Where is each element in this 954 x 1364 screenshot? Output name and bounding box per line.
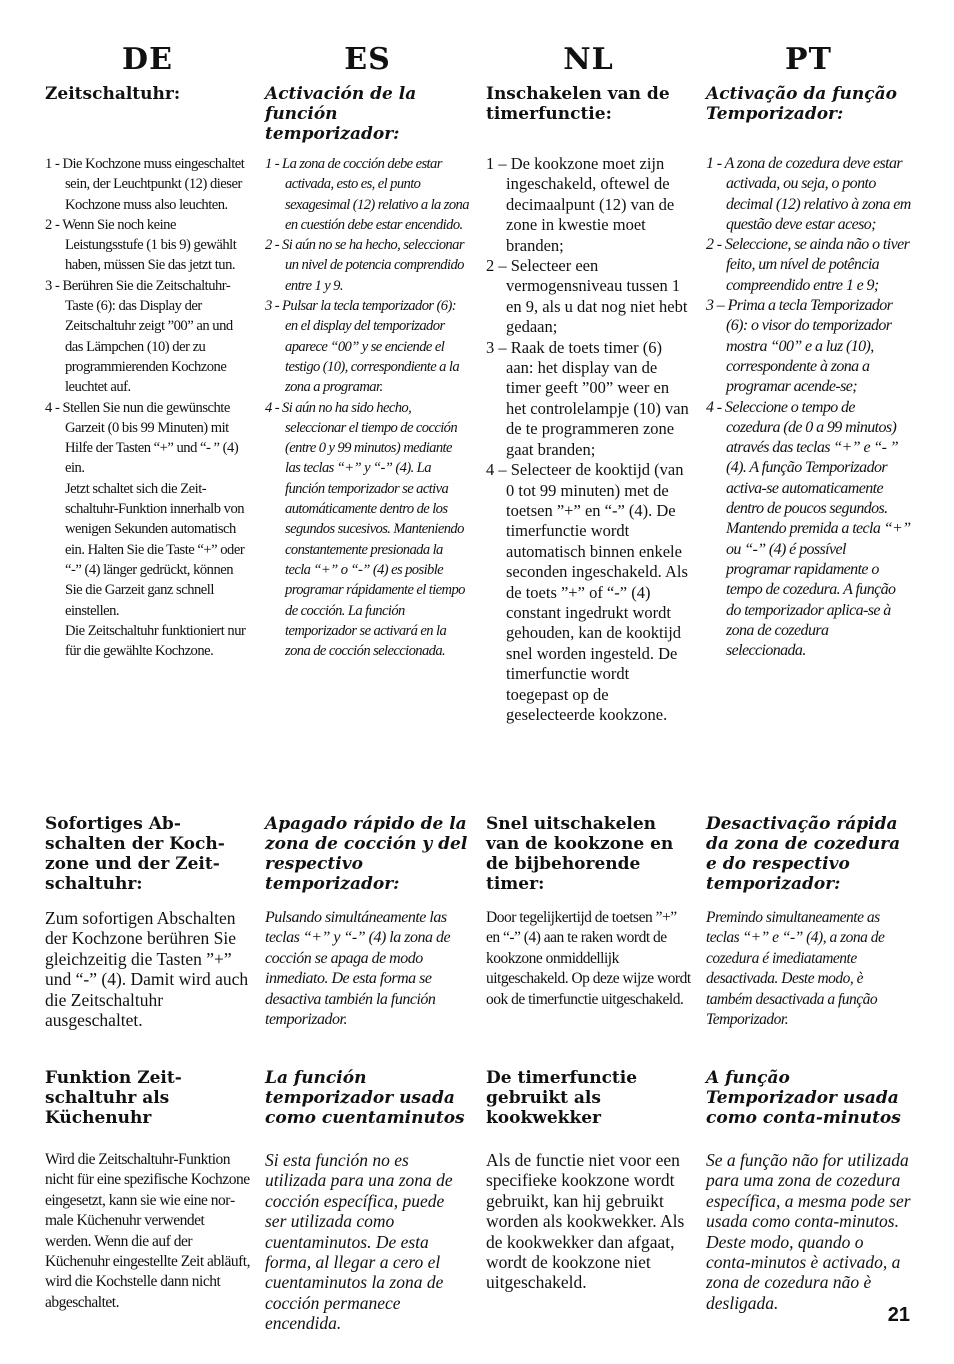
list-item: 4 - Si aún no ha sido hecho, seleccionar el tiempo de cocción (entre 0 y 99 minutos) mediante las teclas “+” y “-” (4). La función temporizador se activa automáticamente dentro de los segundos sucesivos. Manteniendo constantemente presionada la tecla “+” o “-” (4) es posible programar rápidamente el tiempo de cocción. La función temporizador se activará en la zona de cocción seleccionada. xyxy=(265,399,465,660)
instruction-list xyxy=(45,154,250,479)
column-es xyxy=(265,40,470,1334)
list-item: 2 - Si aún no se ha hecho, seleccionar un nivel de potencia comprendido entre 1 y 9. xyxy=(265,237,464,294)
section-quick-off xyxy=(706,814,911,1068)
section-title: A função Temporizador usada como conta-minutos xyxy=(706,1068,901,1128)
section-quick-off xyxy=(265,814,470,1068)
paragraph: Zum sofortigen Abschalten der Kochzone berühren Sie gleichzeitig die Tasten ”+” und “-” (4). Damit wird auch die Zeitschaltuhr ausgeschaltet. xyxy=(45,908,249,1031)
section-timer-body xyxy=(45,154,250,804)
paragraph: Wird die Zeitschaltuhr-Funktion nicht für eine spezifische Kochzone eingesetzt, kann sie wie eine normale Küchenuhr verwendet werden. Wenn die auf der Küchenuhr eingestellte Zeit abläuft, wird die Kochstelle dann nicht abgeschaltet. xyxy=(45,1151,250,1311)
instruction-list xyxy=(706,154,911,661)
section-timer-body xyxy=(265,154,470,804)
section-minute-minder xyxy=(45,1068,250,1313)
section-title: Zeitschaltuhr: xyxy=(45,84,181,104)
section-title: Activación de la función temporizador: xyxy=(265,84,417,144)
list-item: 4 – Selecteer de kooktijd (van 0 tot 99 minuten) met de toetsen ”+” en “-” (4). De timerfunctie wordt automatisch binnen enkele seconden ingeschakeld. Als de toets ”+” of “-” (4) constant ingedrukt wordt gehouden, kan de kooktijd snel worden ingesteld. De timerfunctie wordt toegepast op de geselecteerde kookzone. xyxy=(486,460,688,724)
list-item: 4 - Seleccione o tempo de cozedura (de 0 a 99 minutos) através das teclas “+” e “- ” (4). A função Temporizador activa-se automaticamente dentro de poucos segundos. Mantendo premida a tecla “+” ou “-” (4) é possível programar rapidamente o tempo de cozedura. A função do temporizador aplica-se à zona de cozedura seleccionada. xyxy=(706,398,911,660)
list-item: 1 - Die Kochzone muss eingeschaltet sein, der Leuchtpunkt (12) dieser Kochzone muss also leuchten. xyxy=(45,156,245,213)
section-title: Funktion Zeitschaltuhr als Küchenuhr xyxy=(45,1068,182,1128)
section-timer-title-block xyxy=(265,84,470,154)
section-title: Desactivação rápida da zona de cozedura e do respectivo temporizador: xyxy=(706,814,901,894)
instruction-list xyxy=(486,154,691,725)
section-title: Activação da função Temporizador: xyxy=(706,84,897,124)
column-de xyxy=(45,40,250,1313)
paragraph: Se a função não for utilizada para uma zona de cozedura específica, a mesma pode ser usada como conta-minutos. Deste modo, quando o conta-minutos è activado, a zona de cozedura não è desligada. xyxy=(706,1150,911,1313)
section-title: Sofortiges Abschalten der Kochzone und der Zeitschaltuhr: xyxy=(45,814,225,894)
section-timer-body xyxy=(706,154,911,804)
list-item: 4 - Stellen Sie nun die gewünschte Garzeit (0 bis 99 Minuten) mit Hilfe der Tasten “+” und “- ” (4) ein. xyxy=(45,399,239,477)
section-timer-title-block xyxy=(45,84,250,154)
page-number: 21 xyxy=(887,1304,910,1326)
list-item: 2 - Wenn Sie noch keine Leistungsstufe (1 bis 9) gewählt haben, müssen Sie das jetzt tun. xyxy=(45,216,237,274)
language-heading: NL xyxy=(563,42,614,77)
section-timer-title-block xyxy=(706,84,911,154)
list-item: 1 - La zona de cocción debe estar activada, esto es, el punto sexagesimal (12) relativo a la zona en cuestión debe estar encendido. xyxy=(265,156,469,233)
column-pt xyxy=(706,40,911,1313)
instruction-list xyxy=(265,154,470,661)
continuation-paragraph: Jetzt schaltet sich die Zeitschaltuhr-Funktion innerhalb von wenigen Sekunden automatisch ein. Halten Sie die Taste “+” oder “-” (4) länger gedrückt, können Sie die Garzeit ganz schnell einstellen. xyxy=(65,480,245,619)
list-item: 2 – Selecteer een vermogensniveau tussen 1 en 9, als u dat nog niet hebt gedaan; xyxy=(486,256,688,337)
paragraph: Si esta función no es utilizada para una zona de cocción específica, puede ser utilizada como cuentaminutos. De esta forma, al llegar a cero el cuentaminutos la zona de cocción permanece encendida. xyxy=(265,1150,453,1334)
paragraph: Premindo simultaneamente as teclas “+” e “-” (4), a zona de cozedura é imediatamente desactivada. Deste modo, è também desactivada a função Temporizador. xyxy=(706,909,885,1029)
paragraph: Als de functie niet voor een specifieke kookzone wordt gebruikt, kan hij gebruikt worden als kookwekker. Als de kookwekker dan afgaat, wordt de kookzone niet uitgeschakeld. xyxy=(486,1150,685,1293)
language-heading: DE xyxy=(122,42,173,77)
list-item: 3 - Pulsar la tecla temporizador (6): en el display del temporizador aparece “00” y se enciende el testigo (10), correspondiente a la zona a programar. xyxy=(265,298,460,396)
column-nl xyxy=(486,40,691,1293)
section-title: Snel uitschakelen van de kookzone en de bijbehorende timer: xyxy=(486,814,674,894)
section-minute-minder xyxy=(265,1068,470,1334)
paragraph: Door tegelijkertijd de toetsen ”+” en “-” (4) aan te raken wordt de kookzone onmiddellijk uitgeschakeld. Op deze wijze wordt ook de timerfunctie uitgeschakeld. xyxy=(486,909,691,1008)
section-title: Inschakelen van de timerfunctie: xyxy=(486,84,670,124)
language-heading: ES xyxy=(344,42,391,77)
section-quick-off xyxy=(486,814,691,1068)
list-item: 3 - Berühren Sie die Zeitschaltuhr-Taste (6): das Display der Zeitschaltuhr zeigt ”00” an und das Lämpchen (10) der zu programmierenden Kochzone leuchtet auf. xyxy=(45,277,233,396)
section-title: De timerfunctie gebruikt als kookwekker xyxy=(486,1068,638,1128)
list-item: 3 – Prima a tecla Temporizador (6): o visor do temporizador mostra “00” e a luz (10), correspondente à zona a programar acende-se; xyxy=(706,297,893,396)
list-item: 1 – De kookzone moet zijn ingeschakeld, oftewel de decimaalpunt (12) van de zone in kwestie moet branden; xyxy=(486,154,675,255)
list-item: 3 – Raak de toets timer (6) aan: het display van de timer geeft ”00” weer en het controlelampje (10) van de te programmeren zone gaat branden; xyxy=(486,337,689,459)
section-timer-body xyxy=(486,154,691,804)
section-minute-minder xyxy=(486,1068,691,1293)
section-title: La función temporizador usada como cuentaminutos xyxy=(265,1068,465,1128)
continuation-paragraph: Die Zeitschaltuhr funktioniert nur für die gewählte Kochzone. xyxy=(65,622,246,660)
language-heading: PT xyxy=(785,42,832,77)
section-title: Apagado rápido de la zona de cocción y del respectivo temporizador: xyxy=(265,814,468,894)
list-item: 1 - A zona de cozedura deve estar activada, ou seja, o ponto decimal (12) relativo à zona em questão deve estar aceso; xyxy=(706,155,911,233)
section-timer-title-block xyxy=(486,84,691,154)
section-quick-off xyxy=(45,814,250,1068)
section-minute-minder xyxy=(706,1068,911,1313)
list-item: 2 - Seleccione, se ainda não o tiver feito, um nível de potência compreendido entre 1 e 9; xyxy=(706,236,910,294)
paragraph: Pulsando simultáneamente las teclas “+” y “-” (4) la zona de cocción se apaga de modo inmediato. De esta forma se desactiva también la función temporizador. xyxy=(265,909,451,1029)
